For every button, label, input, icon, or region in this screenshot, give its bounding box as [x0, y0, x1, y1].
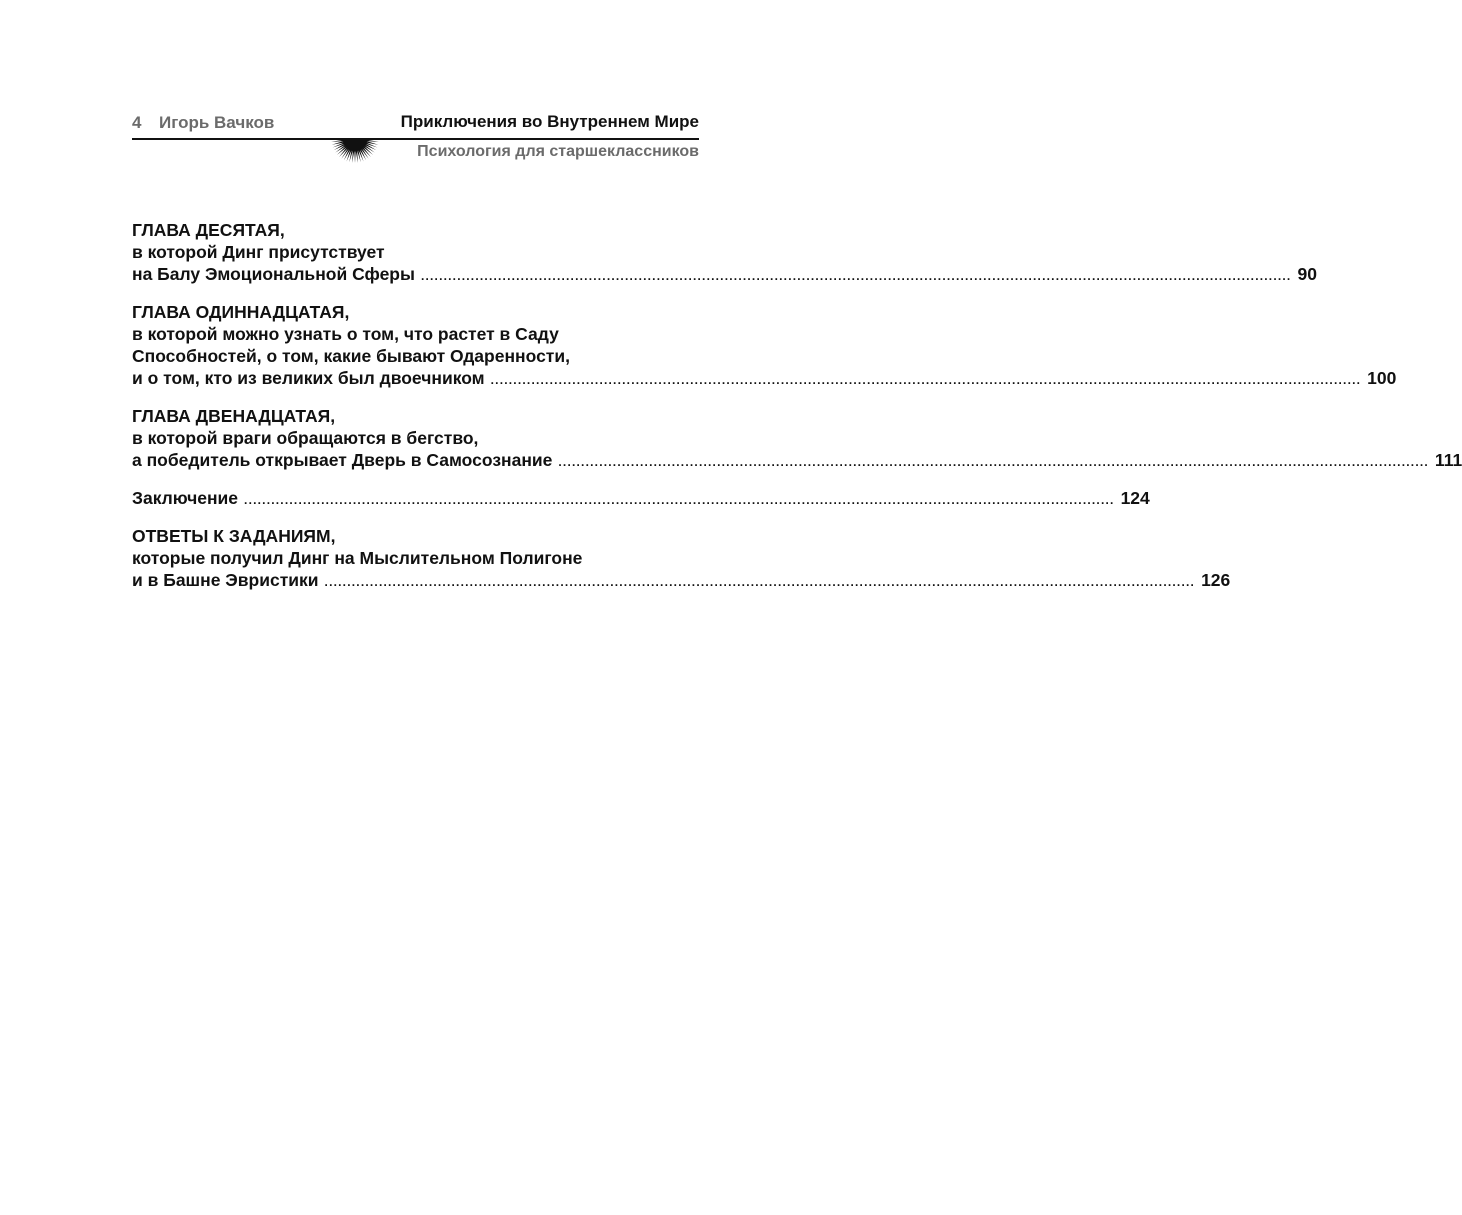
dot-leader: ................................................................................................................................................................................................ — [420, 269, 1292, 283]
toc-heading: ГЛАВА ОДИННАДЦАТАЯ, — [132, 302, 350, 322]
toc-leader-line — [132, 367, 1397, 389]
page-reference: 126 — [1201, 570, 1231, 590]
table-of-contents — [132, 219, 1462, 607]
toc-line: на Балу Эмоциональной Сферы — [132, 264, 415, 284]
page-reference: 124 — [1120, 488, 1150, 508]
page-reference: 100 — [1367, 368, 1397, 388]
toc-entry-chapter-11 — [132, 301, 1397, 389]
book-title: Приключения во Внутреннем Мире — [400, 112, 699, 131]
toc-entry-conclusion — [132, 487, 1150, 509]
page-reference: 90 — [1297, 264, 1317, 284]
toc-heading: ГЛАВА ДЕСЯТАЯ, — [132, 220, 285, 240]
toc-line: а победитель открывает Дверь в Самосознание — [132, 450, 553, 470]
toc-line: Заключение — [132, 488, 239, 508]
page-reference: 111 — [1434, 450, 1462, 470]
toc-heading: ГЛАВА ДВЕНАДЦАТАЯ, — [132, 406, 336, 426]
author-name: Игорь Вачков — [159, 113, 275, 132]
toc-line: и о том, кто из великих был двоечником — [132, 368, 485, 388]
page-number: 4 — [132, 113, 142, 132]
toc-heading: ОТВЕТЫ К ЗАДАНИЯМ, — [132, 526, 336, 546]
toc-entry-chapter-10 — [132, 219, 1317, 285]
toc-leader-line — [132, 449, 1462, 471]
running-header — [132, 108, 699, 168]
toc-entry-answers — [132, 525, 1231, 591]
header-rule — [132, 138, 699, 140]
toc-line: Способностей, о том, какие бывают Одаренности, — [132, 346, 570, 366]
toc-entry-chapter-12 — [132, 405, 1462, 471]
toc-leader-line — [132, 263, 1317, 285]
dot-leader: ................................................................................................................................................................................................ — [324, 575, 1196, 589]
toc-line: в которой можно узнать о том, что растет в Саду — [132, 324, 559, 344]
dot-leader: ................................................................................................................................................................................................ — [490, 373, 1362, 387]
book-subtitle: Психология для старшеклассников — [417, 143, 699, 160]
toc-line: в которой враги обращаются в бегство, — [132, 428, 479, 448]
toc-line: в которой Динг присутствует — [132, 242, 385, 262]
toc-leader-line — [132, 487, 1150, 509]
dot-leader: ................................................................................................................................................................................................ — [244, 493, 1115, 507]
sun-icon — [330, 139, 380, 167]
toc-line: и в Башне Эвристики — [132, 570, 319, 590]
dot-leader: ................................................................................................................................................................................................ — [558, 455, 1429, 469]
toc-line: которые получил Динг на Мыслительном Полигоне — [132, 548, 583, 568]
toc-leader-line — [132, 569, 1231, 591]
